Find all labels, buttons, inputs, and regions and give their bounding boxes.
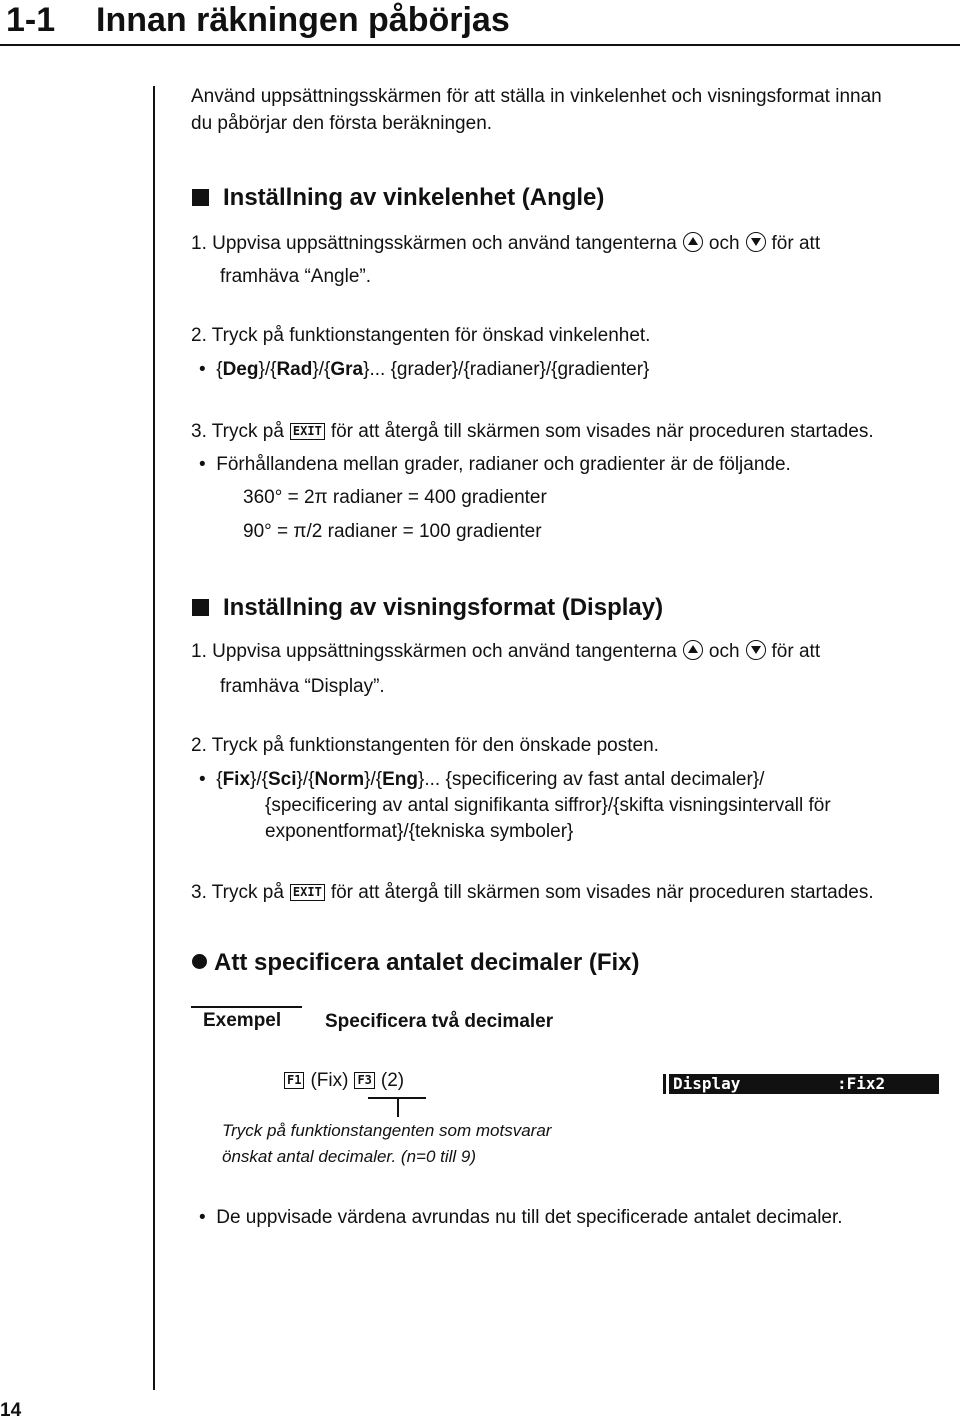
display-step-3-prefix: 3. Tryck på [191, 882, 284, 903]
section-number: 1-1 [6, 1, 56, 39]
for-att-text: för att [771, 641, 821, 662]
bullet-icon: • [199, 359, 206, 380]
display-options-desc-3: exponentformat}/{tekniska symboler} [265, 821, 574, 842]
key-sequence [278, 1069, 404, 1093]
for-att-text: för att [771, 233, 821, 254]
display-options-desc-1: ... {specificering av fast antal decimaler}/ [424, 769, 765, 790]
display-options-desc-2: {specificering av antal signifikanta siffror}/{skifta visningsintervall för [265, 795, 831, 816]
opt-norm: Norm [314, 769, 365, 790]
display-heading-text: Inställning av visningsformat (Display) [223, 594, 664, 621]
fix-heading-text: Att specificera antalet decimaler (Fix) [214, 949, 640, 976]
bullet-icon: • [199, 454, 206, 475]
note-line-2: önskat antal decimaler. (n=0 till 9) [222, 1147, 477, 1166]
angle-step-1-text: 1. Uppvisa uppsättningsskärmen och använd tangenterna [191, 233, 677, 254]
square-bullet-icon [192, 189, 209, 206]
calculator-screen [663, 1074, 939, 1094]
screen-value: :Fix2 [837, 1074, 886, 1093]
display-heading [192, 594, 663, 622]
opt-deg: Deg [222, 359, 259, 380]
angle-step-1-cont: framhäva “Angle”. [220, 266, 372, 287]
header-rule [0, 44, 960, 46]
key2-text: (2) [380, 1070, 405, 1091]
note-line-1: Tryck på funktionstangenten som motsvarar [222, 1121, 552, 1140]
square-bullet-icon [192, 599, 209, 616]
page-number: 14 [0, 1400, 22, 1421]
angle-bullet [199, 453, 791, 477]
fix-bullet-text: De uppvisade värdena avrundas nu till det specificerade antalet decimaler. [216, 1207, 843, 1228]
opt-sci: Sci [268, 769, 297, 790]
angle-step-3-prefix: 3. Tryck på [191, 421, 284, 442]
angle-step-2: 2. Tryck på funktionstangenten för önskad vinkelenhet. [191, 325, 651, 346]
display-options: • {Fix}/{Sci}/{Norm}/{Eng}... {specificering av fast antal decimaler}/ [199, 769, 765, 790]
opt-eng: Eng [382, 769, 419, 790]
display-step-1-cont: framhäva “Display”. [220, 676, 385, 697]
f3-key-icon: F3 [354, 1072, 374, 1089]
exit-key-icon: EXIT [290, 423, 325, 440]
fix-heading [192, 949, 639, 977]
display-step-3 [191, 881, 874, 905]
fix-bullet [199, 1206, 843, 1230]
angle-bullet-text: Förhållandena mellan grader, radianer och gradienter är de följande. [216, 454, 791, 475]
cursor-down-key-icon [746, 640, 766, 660]
angle-heading [192, 184, 604, 212]
display-step-3-suffix: för att återgå till skärmen som visades när proceduren startades. [330, 882, 874, 903]
angle-step-3-suffix: för att återgå till skärmen som visades när proceduren startades. [330, 421, 874, 442]
screen-highlight-row [669, 1074, 939, 1094]
exit-key-icon: EXIT [290, 884, 325, 901]
angle-options-desc: ... {grader}/{radianer}/{gradienter} [369, 359, 650, 380]
display-step-1 [191, 640, 820, 664]
angle-heading-text: Inställning av vinkelenhet (Angle) [223, 184, 605, 211]
callout-stem [397, 1097, 399, 1117]
page-title: Innan räkningen påbörjas [96, 1, 510, 39]
and-text: och [708, 641, 740, 662]
angle-options: • {Deg}/{Rad}/{Gra}... {grader}/{radianer}/{gradienter} [199, 359, 650, 380]
display-step-2: 2. Tryck på funktionstangenten för den önskade posten. [191, 735, 659, 756]
margin-bar [153, 86, 155, 1390]
angle-step-3 [191, 420, 874, 444]
and-text: och [708, 233, 740, 254]
example-label-text: Exempel [203, 1010, 282, 1031]
intro-line-2: du påbörjar den första beräkningen. [191, 113, 493, 134]
key1-text: (Fix) [310, 1070, 349, 1091]
display-step-1-text: 1. Uppvisa uppsättningsskärmen och använd tangenterna [191, 641, 677, 662]
bullet-icon: • [199, 1207, 206, 1228]
screen-label: Display [673, 1074, 741, 1093]
example-rule [191, 1006, 302, 1008]
cursor-down-key-icon [746, 232, 766, 252]
cursor-up-key-icon [683, 232, 703, 252]
opt-rad: Rad [276, 359, 313, 380]
opt-fix: Fix [222, 769, 251, 790]
equation-1: 360° = 2π radianer = 400 gradienter [243, 487, 547, 508]
bullet-icon: • [199, 769, 206, 790]
f1-key-icon: F1 [284, 1072, 304, 1089]
example-title: Specificera två decimaler [325, 1011, 554, 1032]
opt-gra: Gra [330, 359, 364, 380]
round-bullet-icon [192, 954, 207, 969]
page-header [0, 0, 960, 46]
cursor-up-key-icon [683, 640, 703, 660]
equation-2: 90° = π/2 radianer = 100 gradienter [243, 521, 542, 542]
angle-step-1 [191, 232, 820, 256]
screen-cursor [663, 1074, 666, 1094]
intro-line-1: Använd uppsättningsskärmen för att ställa in vinkelenhet och visningsformat innan [191, 86, 882, 107]
